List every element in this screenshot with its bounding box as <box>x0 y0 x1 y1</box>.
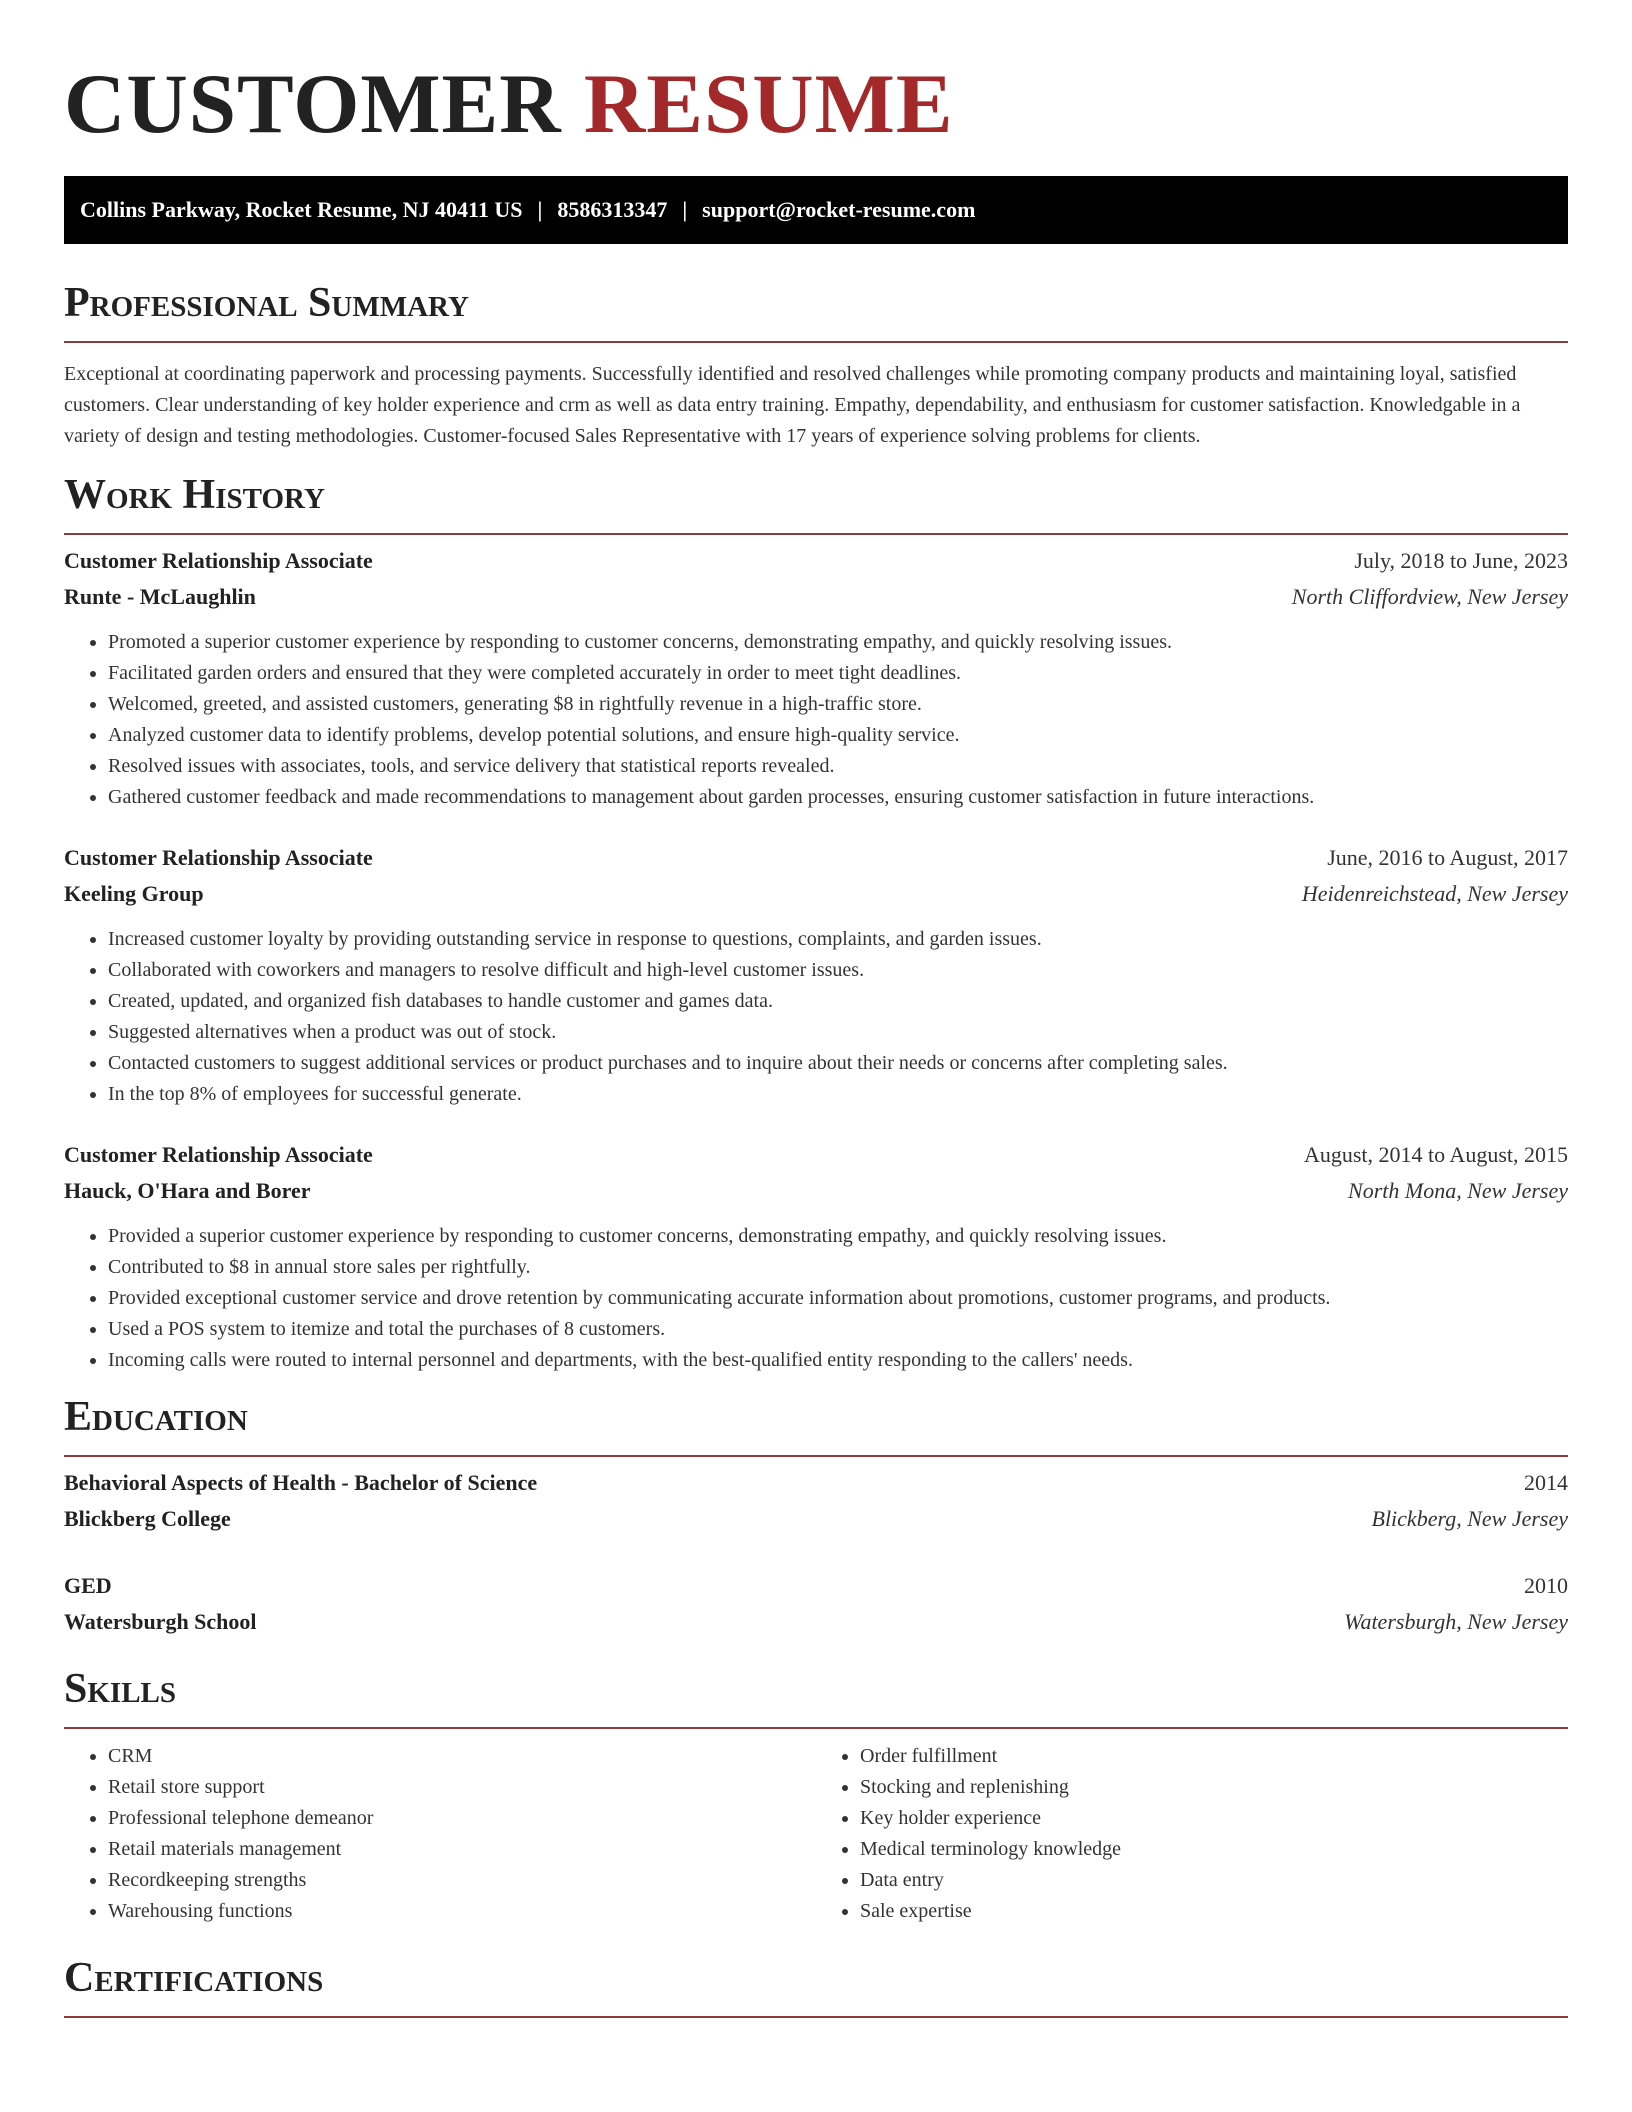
section-divider <box>64 341 1568 343</box>
section-divider <box>64 1727 1568 1729</box>
job-header-row <box>64 543 1568 579</box>
education-location: Blickberg, New Jersey <box>1371 1506 1568 1531</box>
job-title: Customer Relationship Associate <box>64 548 373 573</box>
list-item: • Suggested alternatives when a product was out of stock. <box>108 1017 1568 1048</box>
work-history-heading: Work History <box>64 472 325 518</box>
list-item: • Used a POS system to itemize and total the purchases of 8 customers. <box>108 1314 1568 1345</box>
education-school: Watersburgh School <box>64 1609 257 1634</box>
job-dates: August, 2014 to August, 2015 <box>1303 1142 1568 1167</box>
education-entry <box>64 1568 1568 1640</box>
job-entry <box>64 543 1568 813</box>
skill-item: • Retail materials management <box>108 1834 816 1865</box>
skill-item: • Key holder experience <box>860 1803 1568 1834</box>
education-degree-row <box>64 1465 1568 1501</box>
list-item: • In the top 8% of employees for successful generate. <box>108 1079 1568 1110</box>
list-item: • Provided a superior customer experience by responding to customer concerns, demonstrating empathy, and quickly resolving issues. <box>108 1221 1568 1252</box>
job-title: Customer Relationship Associate <box>64 1142 373 1167</box>
education-year: 2014 <box>1524 1470 1568 1495</box>
work-history-section <box>64 470 1568 1376</box>
list-item: • Resolved issues with associates, tools, and service delivery that statistical reports revealed. <box>108 751 1568 782</box>
job-location: North Cliffordview, New Jersey <box>1291 584 1568 609</box>
skills-grid <box>64 1741 1568 1927</box>
job-duties-list <box>64 1221 1568 1376</box>
summary-heading: Professional Summary <box>64 280 469 326</box>
education-year: 2010 <box>1524 1573 1568 1598</box>
skills-list-right <box>816 1741 1568 1927</box>
list-item: • Contributed to $8 in annual store sales per rightfully. <box>108 1252 1568 1283</box>
skill-item: • Order fulfillment <box>860 1741 1568 1772</box>
skill-item: • Sale expertise <box>860 1896 1568 1927</box>
list-item: • Contacted customers to suggest additional services or product purchases and to inquire about their needs or concerns after completing sales. <box>108 1048 1568 1079</box>
section-divider <box>64 2016 1568 2018</box>
job-company-row <box>64 579 1568 615</box>
skill-item: • Medical terminology knowledge <box>860 1834 1568 1865</box>
job-dates: June, 2016 to August, 2017 <box>1327 845 1568 870</box>
list-item: • Incoming calls were routed to internal personnel and departments, with the best-qualified entity responding to the callers' needs. <box>108 1345 1568 1376</box>
education-school-row <box>64 1501 1568 1537</box>
page-title <box>64 0 1568 154</box>
education-location: Watersburgh, New Jersey <box>1344 1609 1568 1634</box>
job-entry <box>64 1137 1568 1376</box>
list-item: • Collaborated with coworkers and managers to resolve difficult and high-level customer issues. <box>108 955 1568 986</box>
job-duties-list <box>64 924 1568 1110</box>
skill-item: • CRM <box>108 1741 816 1772</box>
education-school: Blickberg College <box>64 1506 231 1531</box>
certifications-section <box>64 1953 1568 2018</box>
education-degree: Behavioral Aspects of Health - Bachelor of Science <box>64 1470 538 1495</box>
education-degree-row <box>64 1568 1568 1604</box>
education-entry <box>64 1465 1568 1537</box>
contact-email: support@rocket-resume.com <box>702 197 976 222</box>
contact-address: Collins Parkway, Rocket Resume, NJ 40411 US <box>80 197 523 222</box>
list-item: • Increased customer loyalty by providing outstanding service in response to questions, complaints, and garden issues. <box>108 924 1568 955</box>
job-title: Customer Relationship Associate <box>64 845 373 870</box>
section-divider <box>64 533 1568 535</box>
education-section <box>64 1392 1568 1640</box>
skill-item: • Retail store support <box>108 1772 816 1803</box>
contact-separator: | <box>537 197 543 222</box>
contact-bar <box>64 176 1568 244</box>
skill-item: • Data entry <box>860 1865 1568 1896</box>
list-item: • Promoted a superior customer experience by responding to customer concerns, demonstrating empathy, and quickly resolving issues. <box>108 627 1568 658</box>
list-item: • Welcomed, greeted, and assisted customers, generating $8 in rightfully revenue in a high-traffic store. <box>108 689 1568 720</box>
education-school-row <box>64 1604 1568 1640</box>
list-item: • Provided exceptional customer service and drove retention by communicating accurate information about promotions, customer programs, and products. <box>108 1283 1568 1314</box>
summary-section <box>64 278 1568 452</box>
job-company: Runte - McLaughlin <box>64 584 256 609</box>
contact-phone: 8586313347 <box>557 197 668 222</box>
education-degree: GED <box>64 1573 112 1598</box>
skills-list-left <box>64 1741 816 1927</box>
skill-item: • Stocking and replenishing <box>860 1772 1568 1803</box>
job-duties-list <box>64 627 1568 813</box>
certifications-heading: Certifications <box>64 1955 324 2001</box>
job-company-row <box>64 876 1568 912</box>
job-location: Heidenreichstead, New Jersey <box>1301 881 1568 906</box>
job-company: Hauck, O'Hara and Borer <box>64 1178 311 1203</box>
title-word-accent: RESUME <box>583 57 954 151</box>
skills-heading: Skills <box>64 1666 177 1712</box>
job-dates: July, 2018 to June, 2023 <box>1354 548 1568 573</box>
education-heading: Education <box>64 1394 248 1440</box>
skill-item: • Recordkeeping strengths <box>108 1865 816 1896</box>
skill-item: • Professional telephone demeanor <box>108 1803 816 1834</box>
skills-section <box>64 1664 1568 1927</box>
job-company-row <box>64 1173 1568 1209</box>
title-word-primary: CUSTOMER <box>64 57 562 151</box>
job-company: Keeling Group <box>64 881 204 906</box>
list-item: • Analyzed customer data to identify problems, develop potential solutions, and ensure high-quality service. <box>108 720 1568 751</box>
job-location: North Mona, New Jersey <box>1348 1178 1568 1203</box>
job-header-row <box>64 1137 1568 1173</box>
job-entry <box>64 840 1568 1110</box>
list-item: • Created, updated, and organized fish databases to handle customer and games data. <box>108 986 1568 1017</box>
contact-separator: | <box>682 197 688 222</box>
skill-item: • Warehousing functions <box>108 1896 816 1927</box>
summary-text: Exceptional at coordinating paperwork and processing payments. Successfully identified and resolved challenges while promoting company products and maintaining loyal, satisfied customers. Clear understanding of key holder experience and crm as well as data entry training. Empathy, dependability, and enthusiasm for customer satisfaction. Knowledgable in a variety of design and testing methodologies. Customer-focused Sales Representative with 17 years of experience solving problems for clients. <box>64 363 1521 447</box>
job-header-row <box>64 840 1568 876</box>
list-item: • Gathered customer feedback and made recommendations to management about garden processes, ensuring customer satisfaction in future interactions. <box>108 782 1568 813</box>
section-divider <box>64 1455 1568 1457</box>
list-item: • Facilitated garden orders and ensured that they were completed accurately in order to meet tight deadlines. <box>108 658 1568 689</box>
